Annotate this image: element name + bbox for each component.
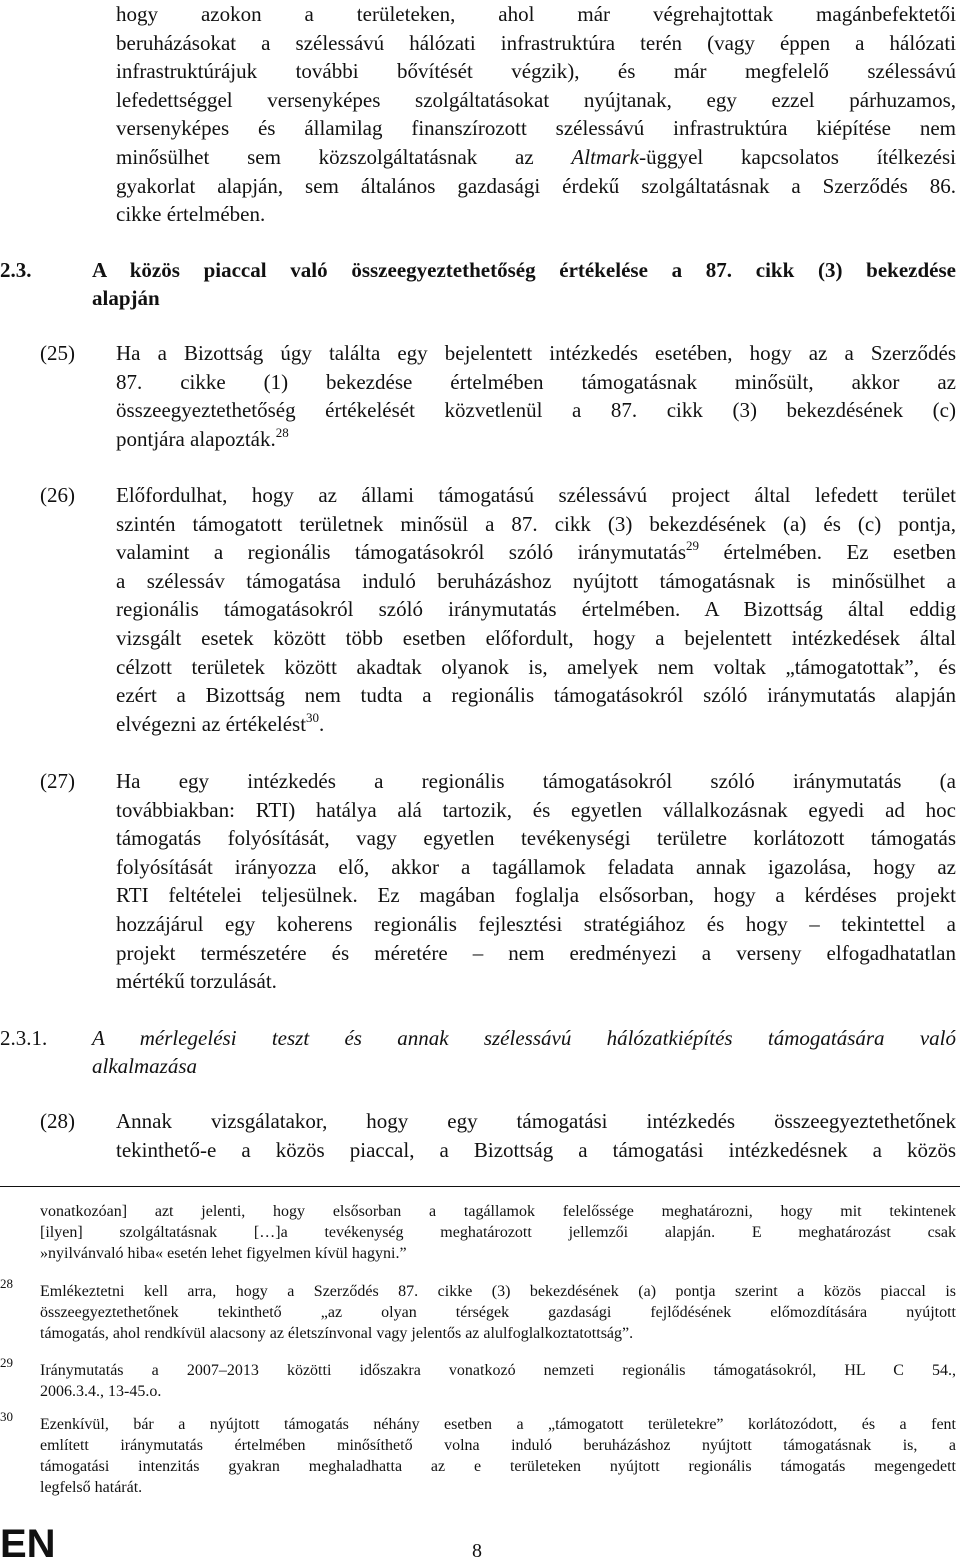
- footnote-separator: [0, 1186, 960, 1187]
- paragraph-number: (28): [40, 1109, 75, 1133]
- paragraph-number: (27): [40, 769, 75, 793]
- footnote-continuation: vonatkozóan] azt jelenti, hogy elsősorban a tagállamok felelőssége meghatározni, hogy mit tekintenek [ilyen] szolgáltatásnak […]a tevékenység meghatározott jellemzői alapján. E meghatározást csak »nyilvánvaló hiba« esetén lehet figyelmen kívül hagyni.”: [40, 1203, 956, 1262]
- text-line: infrastruktúrájuk további bővítését végzik), és már megfelelő szélessávú: [116, 59, 956, 84]
- footnote-number: 30: [0, 1409, 13, 1424]
- footnote-29: Iránymutatás a 2007–2013 közötti időszakra vonatkozó nemzeti regionális támogatásokról, HL C 54., 2006.3.4., 13-45.o.: [40, 1362, 956, 1400]
- text-line: beruházásokat a szélessávú hálózati infrastruktúra terén (vagy éppen a hálózati: [116, 30, 956, 55]
- paragraph-26: Előfordulhat, hogy az állami támogatású szélessávú project által lefedett terület szintén támogatott területnek minősül a 87. cikk (3) bekezdésének (a) és (c) pontja, valamint a regionális támogatásokról szóló iránymutatás$^{29}$ értelmében. Ez esetben a szélessáv támogatása induló beruházáshoz nyújtott támogatásnak is minősülhet a regionális támogatásokról szóló iránymutatás értelmében. A Bizottság által eddig vizsgált esetek között több esetben előfordult, hogy a bejelentett intézkedések által célzott területek között akadtak olyanok is, amelyek nem voltak „támogatottak”, és ezért a Bizottság nem tudta a regionális támogatásokról szóló iránymutatás alapján elvégezni az értékelést$^{30}$.: [116, 483, 956, 736]
- text-line: lefedettséggel versenyképes szolgáltatásokat nyújtanak, egy ezzel párhuzamos,: [116, 87, 956, 112]
- footnote-reference[interactable]: 29: [686, 538, 700, 554]
- footnote-number: 28: [0, 1276, 13, 1291]
- intro-paragraph: [116, 0, 956, 229]
- footnote-28: Emlékeztetni kell arra, hogy a Szerződés 87. cikke (3) bekezdésének (a) pontja szerint a közös piaccal is összeegyeztethetőnek tekinthető „az olyan térségek gazdasági fejlődésének előmozdítására nyújtott támogatás, ahol rendkívül alacsony az életszínvonal vagy jelentős az alulfoglalkoztatottság”.: [40, 1283, 956, 1342]
- paragraph-number: (25): [40, 341, 75, 365]
- text-line: minősülhet sem közszolgáltatásnak az Altmark-üggyel kapcsolatos ítélkezési: [116, 144, 956, 169]
- paragraph-27: Ha egy intézkedés a regionális támogatásokról szóló iránymutatás (a továbbiakban: RTI) hatálya alá tartozik, és egyetlen vállalkozásnak egyedi ad hoc támogatás folyósítását, vagy egyetlen tevékenységi területre korlátozott támogatás folyósítását irányozza elő, akkor a tagállamok feladata annak igazolása, hogy az RTI feltételei teljesülnek. Ez magában foglalja elsősorban, hogy a kérdéses projekt hozzájárul egy koherens regionális fejlesztési stratégiához és hogy – tekintettel a projekt természetére és méretére – nem eredményezi a verseny elfogadhatatlan mértékű torzulását.: [116, 769, 956, 994]
- text-line: cikke értelmében.: [116, 202, 266, 227]
- subsection-number: 2.3.1.: [0, 1026, 48, 1050]
- text-line: hogy azokon a területeken, ahol már végrehajtottak magánbefektetői: [116, 2, 956, 26]
- footnote-number: 29: [0, 1355, 13, 1370]
- paragraph-number: (26): [40, 483, 75, 507]
- case-name-italic: Altmark: [571, 144, 640, 169]
- paragraph-28: Annak vizsgálatakor, hogy egy támogatási intézkedés összeegyeztethetőnek tekinthető-e a közös piaccal, a Bizottság a támogatási intézkedésnek a közös: [116, 1109, 956, 1162]
- paragraph-25: Ha a Bizottság úgy találta egy bejelentett intézkedés esetében, hogy az a Szerződés 87. cikke (1) bekezdése értelmében támogatásnak minősült, akkor az összeegyeztethetőség értékelését közvetlenül a 87. cikk (3) bekezdésének (c) pontjára alapozták.$^{28}$: [116, 341, 956, 451]
- footnote-reference[interactable]: 30: [306, 709, 320, 725]
- section-heading: A közös piaccal való összeegyeztethetőség értékelése a 87. cikk (3) bekezdése alapján: [92, 258, 956, 310]
- subsection-heading: A mérlegelési teszt és annak szélessávú hálózatkiépítés támogatására való alkalmazása: [92, 1026, 956, 1078]
- page-number: 8: [472, 1540, 482, 1562]
- text-line: versenyképes és államilag finanszírozott szélessávú infrastruktúra kiépítése nem: [116, 116, 956, 141]
- footnote-reference[interactable]: 28: [275, 424, 289, 440]
- section-number: 2.3.: [0, 258, 32, 282]
- footnote-30: Ezenkívül, bár a nyújtott támogatás néhány esetben a „támogatott területekre” korlátozódott, és a fent említett iránymutatás értelmében minősíthető volna induló beruházáshoz nyújtott támogatásnak is, a támogatási intenzitás gyakran meghaladhatta az e területeken nyújtott regionális támogatás megengedett legfelső határát.: [40, 1416, 956, 1496]
- language-code: EN: [0, 1522, 56, 1566]
- text-line: gyakorlat alapján, sem általános gazdasági érdekű szolgáltatásnak a Szerződés 86.: [116, 173, 956, 198]
